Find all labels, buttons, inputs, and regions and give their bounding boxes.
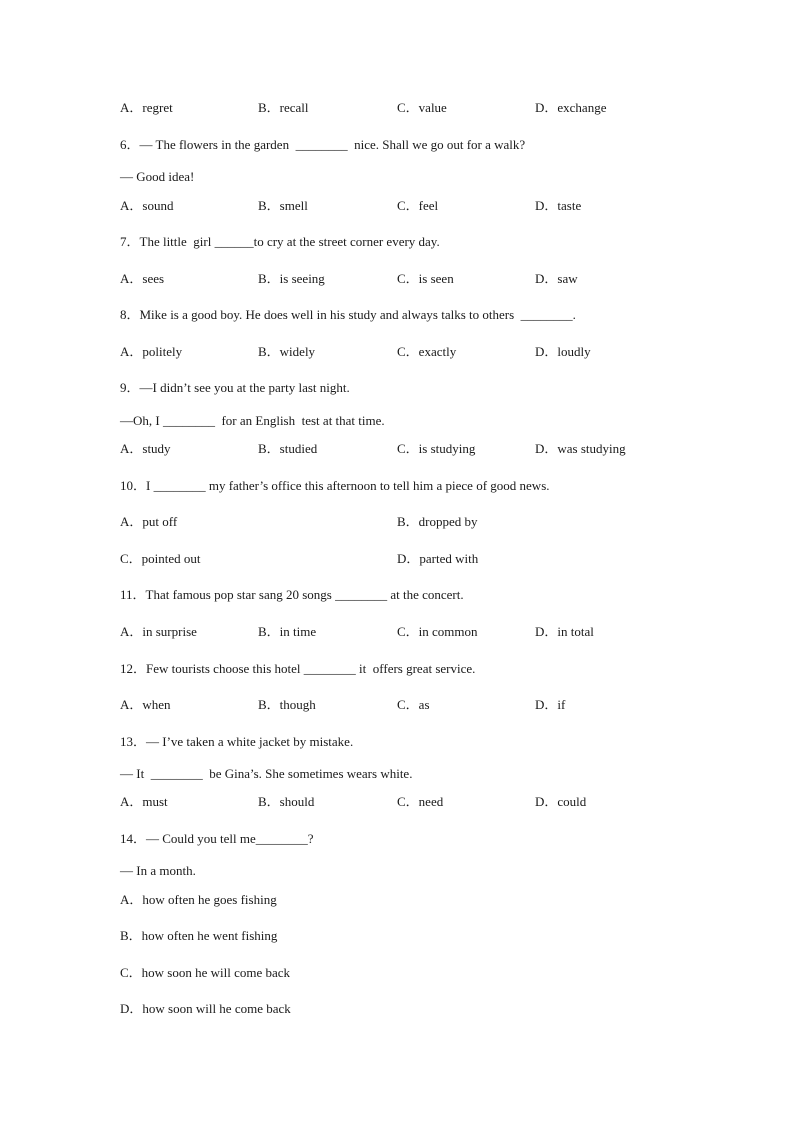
q12-option-a[interactable]: A．when xyxy=(120,697,171,712)
q12-option-b[interactable]: B．though xyxy=(258,697,316,712)
q13-reply: — It ________ be Gina’s. She sometimes wears white. xyxy=(120,766,413,781)
q6-option-a[interactable]: A．sound xyxy=(120,198,174,213)
q14-option-d[interactable]: D．how soon will he come back xyxy=(120,1001,291,1016)
q13-option-b[interactable]: B．should xyxy=(258,794,315,809)
q14-stem: 14．— Could you tell me________? xyxy=(120,831,314,846)
q9-option-a[interactable]: A．study xyxy=(120,441,171,456)
q14-option-c[interactable]: C．how soon he will come back xyxy=(120,965,291,980)
q7-stem: 7．The little girl ______to cry at the street corner every day. xyxy=(120,234,440,249)
q10-option-a[interactable]: A．put off xyxy=(120,514,178,529)
q14-reply: — In a month. xyxy=(120,863,196,878)
q13-option-c[interactable]: C．need xyxy=(397,794,444,809)
q14-option-b[interactable]: B．how often he went fishing xyxy=(120,928,278,943)
q8-option-b[interactable]: B．widely xyxy=(258,344,316,359)
q10-stem: 10．I ________ my father’s office this afternoon to tell him a piece of good news. xyxy=(120,478,550,493)
q11-stem: 11．That famous pop star sang 20 songs ________ at the concert. xyxy=(120,587,464,602)
q5-option-b[interactable]: B．recall xyxy=(258,100,309,115)
q8-option-d[interactable]: D．loudly xyxy=(535,344,591,359)
q9-reply: —Oh, I ________ for an English test at that time. xyxy=(120,413,385,428)
q6-option-d[interactable]: D．taste xyxy=(535,198,582,213)
q9-stem: 9．—I didn’t see you at the party last night. xyxy=(120,380,350,395)
q13-stem: 13．— I’ve taken a white jacket by mistake. xyxy=(120,734,354,749)
q8-stem: 8．Mike is a good boy. He does well in his study and always talks to others ________. xyxy=(120,307,576,322)
q11-option-d[interactable]: D．in total xyxy=(535,624,594,639)
q12-option-d[interactable]: D．if xyxy=(535,697,566,712)
q12-option-c[interactable]: C．as xyxy=(397,697,430,712)
q7-option-b[interactable]: B．is seeing xyxy=(258,271,325,286)
q9-option-b[interactable]: B．studied xyxy=(258,441,318,456)
q13-option-d[interactable]: D．could xyxy=(535,794,587,809)
q13-option-a[interactable]: A．must xyxy=(120,794,168,809)
q6-stem: 6．— The flowers in the garden ________ nice. Shall we go out for a walk? xyxy=(120,137,526,152)
q10-option-c[interactable]: C．pointed out xyxy=(120,551,201,566)
q11-option-c[interactable]: C．in common xyxy=(397,624,478,639)
q5-option-d[interactable]: D．exchange xyxy=(535,100,607,115)
q11-option-b[interactable]: B．in time xyxy=(258,624,317,639)
q8-option-a[interactable]: A．politely xyxy=(120,344,183,359)
q5-option-a[interactable]: A．regret xyxy=(120,100,173,115)
q8-option-c[interactable]: C．exactly xyxy=(397,344,457,359)
q6-option-b[interactable]: B．smell xyxy=(258,198,308,213)
q5-option-c[interactable]: C．value xyxy=(397,100,447,115)
q9-option-d[interactable]: D．was studying xyxy=(535,441,626,456)
q10-option-d[interactable]: D．parted with xyxy=(397,551,479,566)
q9-option-c[interactable]: C．is studying xyxy=(397,441,476,456)
q6-reply: — Good idea! xyxy=(120,169,195,184)
q11-option-a[interactable]: A．in surprise xyxy=(120,624,197,639)
q10-option-b[interactable]: B．dropped by xyxy=(397,514,478,529)
q7-option-a[interactable]: A．sees xyxy=(120,271,165,286)
q7-option-d[interactable]: D．saw xyxy=(535,271,578,286)
q12-stem: 12．Few tourists choose this hotel ________ it offers great service. xyxy=(120,661,476,676)
q7-option-c[interactable]: C．is seen xyxy=(397,271,454,286)
q6-option-c[interactable]: C．feel xyxy=(397,198,439,213)
q14-option-a[interactable]: A．how often he goes fishing xyxy=(120,892,277,907)
